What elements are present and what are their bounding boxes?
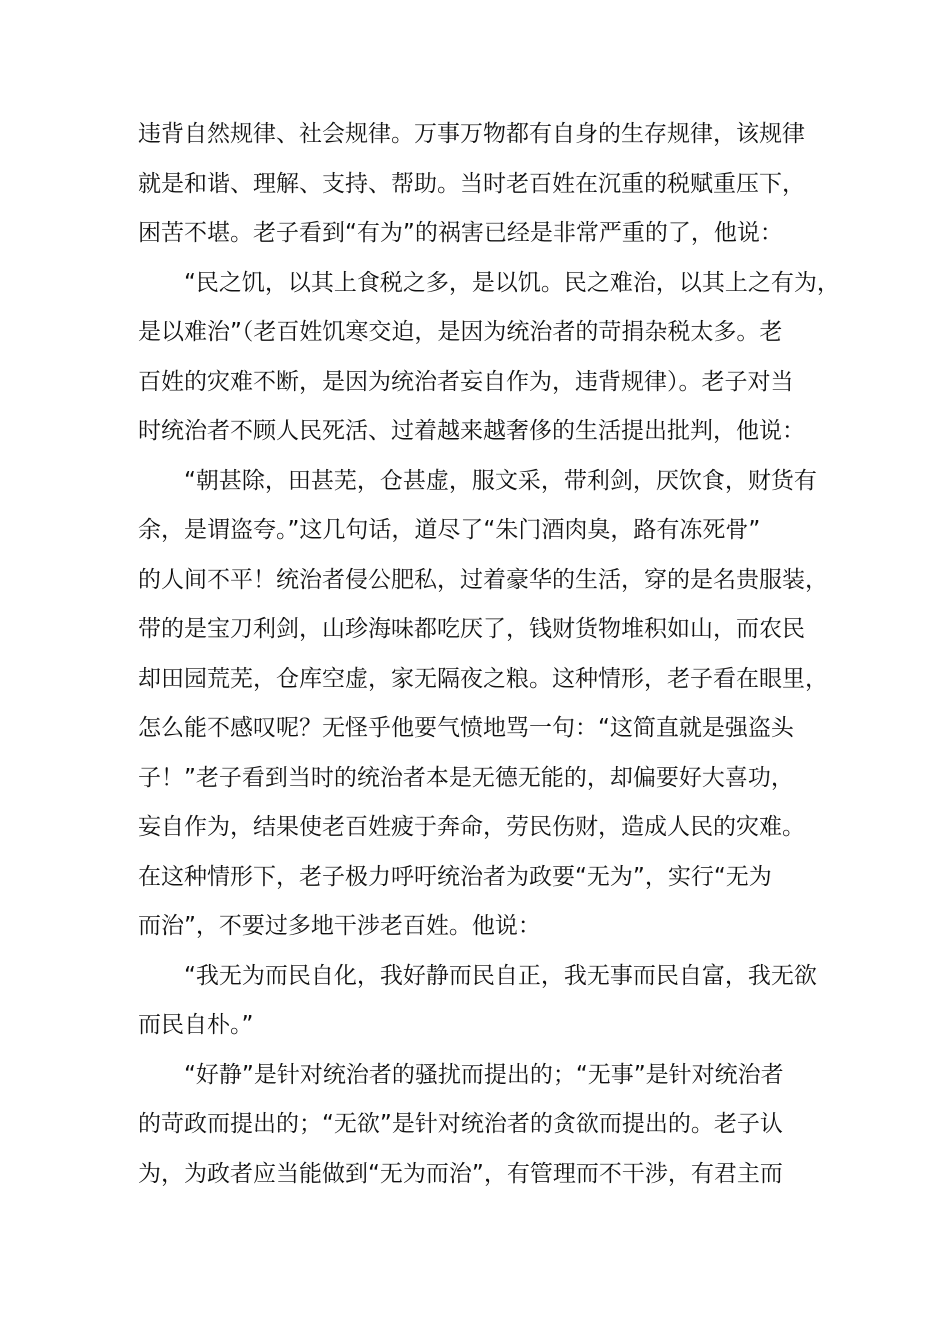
text-line: 带的是宝刀利剑，山珍海味都吃厌了，钱财货物堆积如山，而农民 (138, 616, 805, 642)
text-line: 就是和谐、理解、支持、帮助。当时老百姓在沉重的税赋重压下， (138, 170, 805, 197)
text-line: 的苛政而提出的；“无欲”是针对统治者的贪欲而提出的。老子认 (138, 1111, 783, 1137)
text-line: 困苦不堪。老子看到“有为”的祸害已经是非常严重的了，他说： (138, 220, 783, 246)
text-line: 却田园荒芜，仓库空虚，家无隔夜之粮。这种情形，老子看在眼里， (138, 665, 828, 692)
text-line: 为，为政者应当能做到“无为而治”，有管理而不干涉，有君主而 (138, 1160, 783, 1187)
text-line: 妄自作为，结果使老百姓疲于奔命，劳民伤财，造成人民的灾难。 (138, 814, 805, 840)
text-line: 违背自然规律、社会规律。万事万物都有自身的生存规律，该规律 (138, 121, 805, 147)
paragraph-start-line: “好静”是针对统治者的骚扰而提出的；“无事”是针对统治者 (184, 1061, 784, 1088)
text-line: 的人间不平！统治者侵公肥私，过着豪华的生活，穿的是名贵服装， (138, 566, 828, 593)
text-line: 余，是谓盗夸。”这几句话，道尽了“朱门酒肉臭，路有冻死骨” (138, 517, 761, 543)
text-line: 时统治者不顾人民死活、过着越来越奢侈的生活提出批判，他说： (138, 418, 805, 444)
text-line: 是以难治”（老百姓饥寒交迫，是因为统治者的苛捐杂税太多。老 (138, 319, 783, 345)
text-line: 在这种情形下，老子极力呼吁统治者为政要“无为”，实行“无为 (138, 863, 772, 890)
quote-line: “民之饥，以其上食税之多，是以饥。民之难治，以其上之有为， (184, 269, 840, 296)
text-line: 而民自朴。” (138, 1012, 254, 1038)
text-line: 百姓的灾难不断，是因为统治者妄自作为，违背规律）。老子对当 (138, 368, 794, 395)
quote-line: “我无为而民自化，我好静而民自正，我无事而民自富，我无欲 (184, 962, 817, 989)
text-line: 子！”老子看到当时的统治者本是无德无能的，却偏要好大喜功， (138, 764, 794, 791)
text-line: 而治”，不要过多地干涉老百姓。他说： (138, 913, 541, 939)
text-line: 怎么能不感叹呢？无怪乎他要气愤地骂一句：“这简直就是强盗头 (138, 715, 794, 741)
body-text (138, 110, 840, 1199)
quote-line: “朝甚除，田甚芜，仓甚虚，服文采，带利剑，厌饮食，财货有 (184, 467, 817, 494)
